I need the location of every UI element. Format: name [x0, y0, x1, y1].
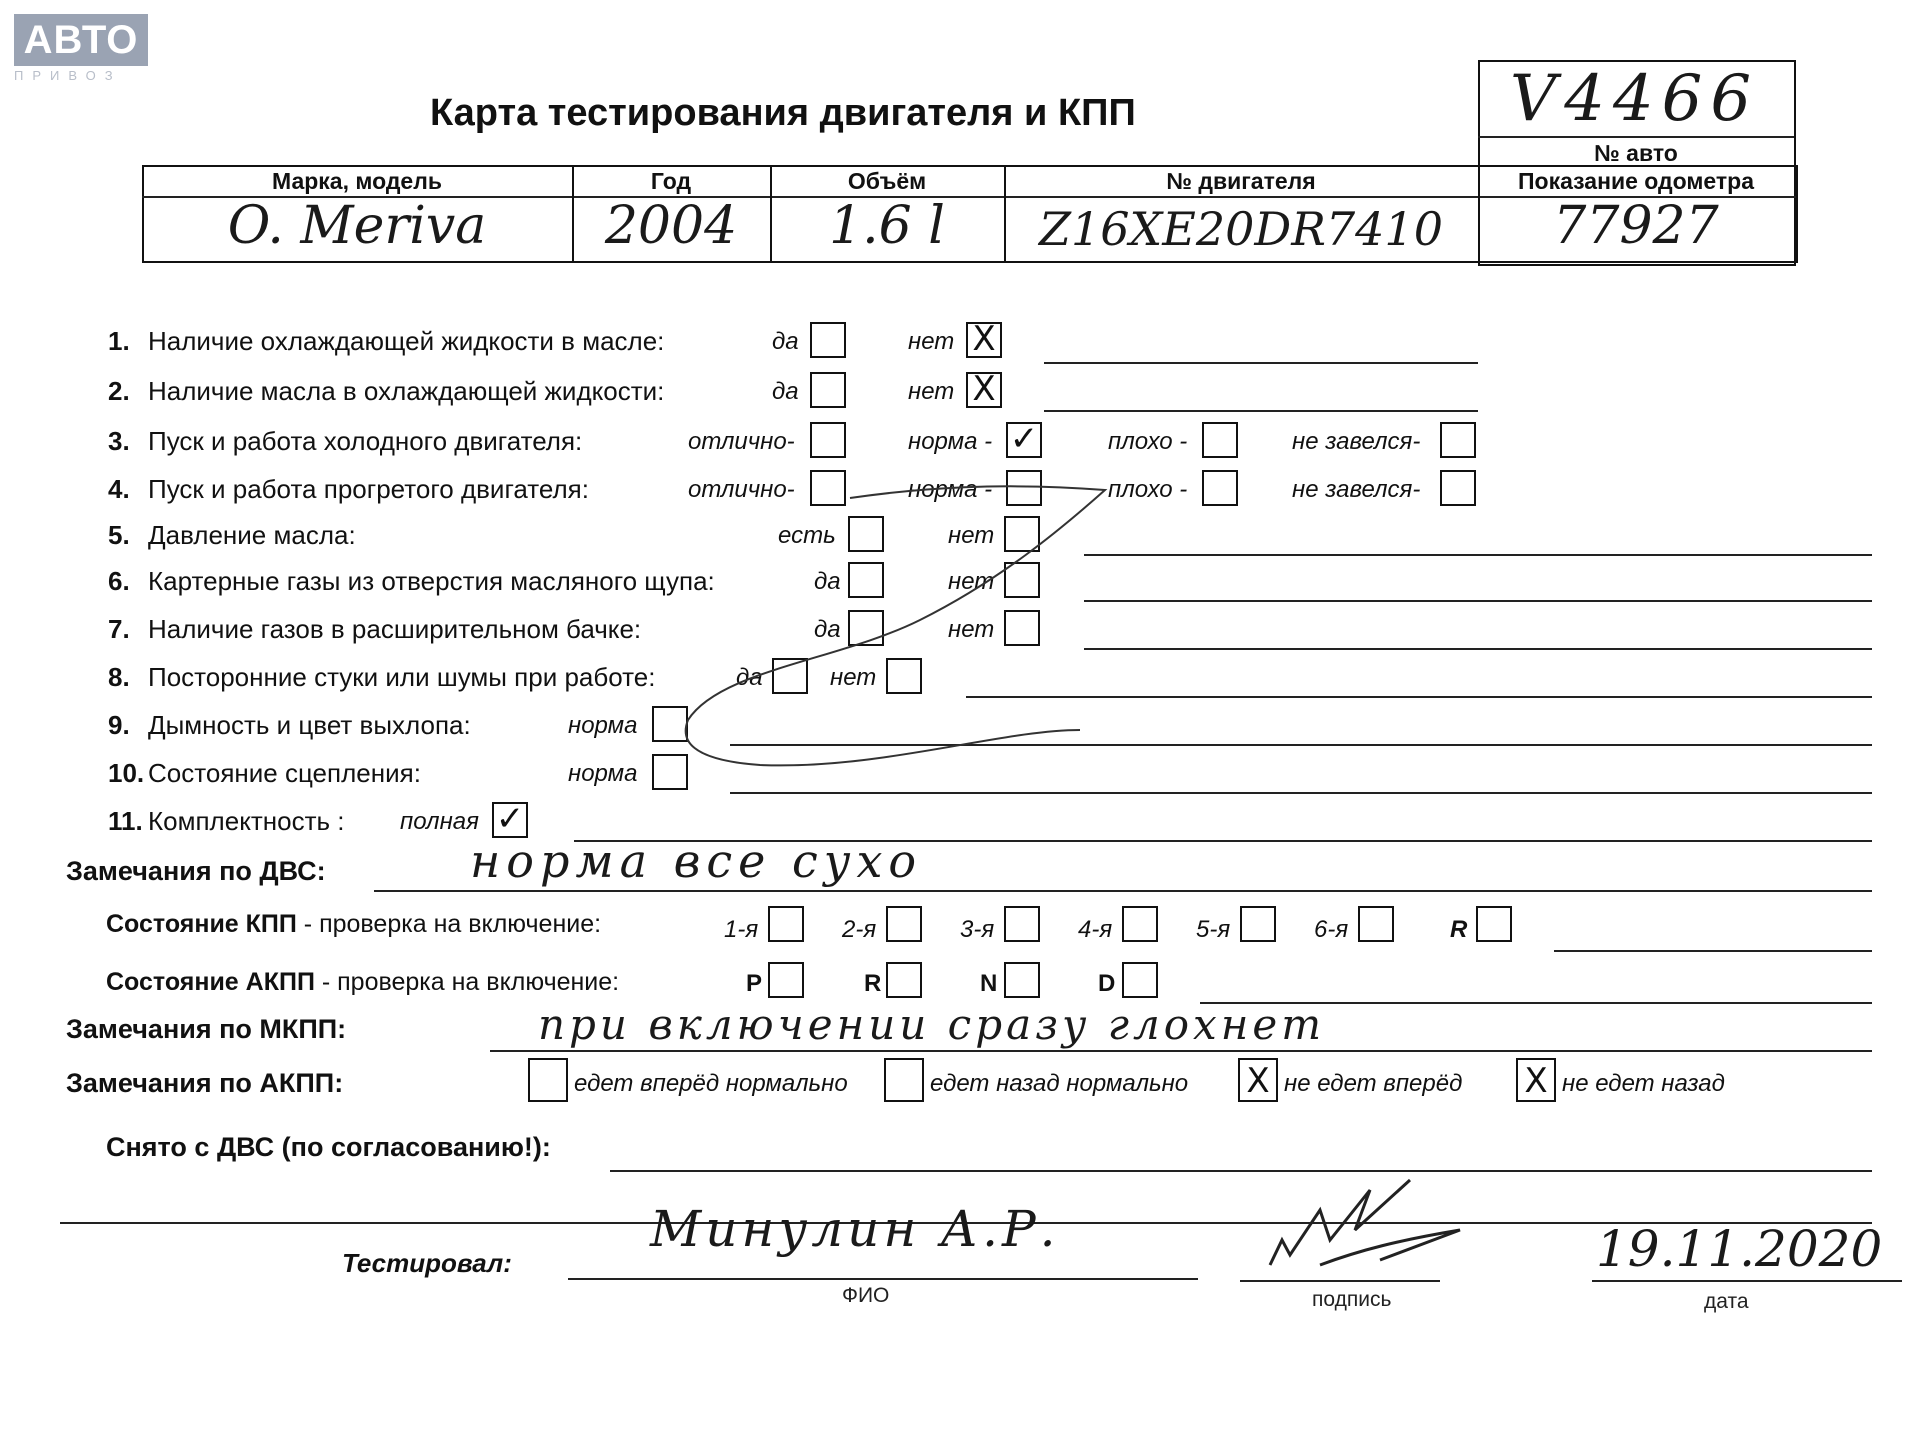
option-label: не завелся- — [1292, 476, 1421, 503]
akpp-gear-label: R — [864, 970, 882, 997]
item-number: 10. — [108, 758, 145, 788]
option-label: нет — [908, 328, 955, 355]
remarks-mkpp-value[interactable]: при включении сразу глохнет — [538, 1000, 1326, 1049]
option-label: да — [772, 328, 799, 355]
option-label: не завелся- — [1292, 428, 1421, 455]
tester-name[interactable]: Минулин А.Р. — [650, 1200, 1060, 1258]
kpp-label — [106, 910, 601, 939]
value-make-model: O. Meriva — [227, 196, 487, 256]
item-label: Наличие масла в охлаждающей жидкости: — [148, 376, 665, 406]
checkbox-normal[interactable]: ✓ — [1006, 422, 1042, 458]
option-label: да — [736, 664, 763, 691]
item-number: 6. — [108, 566, 130, 596]
option-label: плохо - — [1108, 428, 1188, 455]
kpp-line — [1554, 950, 1872, 952]
signature-line — [1240, 1280, 1440, 1282]
option-label: нет — [908, 378, 955, 405]
option-label: да — [772, 378, 799, 405]
checkbox-bad[interactable] — [1202, 470, 1238, 506]
col-engine-no: № двигателя — [1166, 168, 1316, 194]
logo: АВТО — [14, 14, 148, 66]
checkbox-yes[interactable] — [810, 322, 846, 358]
gear-label: 1-я — [724, 916, 759, 943]
akpp-forward-ok-checkbox[interactable] — [528, 1058, 568, 1102]
item-label: Давление масла: — [148, 520, 356, 550]
gear-checkbox[interactable] — [1358, 906, 1394, 942]
option-label: норма — [568, 712, 638, 739]
akpp-option-label: едет вперёд нормально — [574, 1070, 848, 1097]
checkbox-yes[interactable] — [810, 372, 846, 408]
akpp-label-rest: - проверка на включение: — [314, 968, 620, 996]
item-number: 9. — [108, 710, 130, 740]
option-label: есть — [778, 522, 836, 549]
date-line — [1592, 1280, 1902, 1282]
option-label: нет — [948, 568, 995, 595]
item-label: Комплектность : — [148, 806, 345, 836]
akpp-gear-checkbox[interactable] — [886, 962, 922, 998]
value-year: 2004 — [604, 196, 738, 256]
akpp-label-bold: Состояние АКПП — [106, 968, 315, 996]
option-label: плохо - — [1108, 476, 1188, 503]
value-volume: 1.6 l — [829, 196, 945, 256]
col-year: Год — [650, 168, 692, 194]
gear-label: 5-я — [1196, 916, 1231, 943]
gear-checkbox[interactable] — [1004, 906, 1040, 942]
value-odometer: 77927 — [1553, 196, 1719, 256]
gear-checkbox[interactable] — [886, 906, 922, 942]
item-label: Дымность и цвет выхлопа: — [148, 710, 471, 740]
item-number: 3. — [108, 426, 130, 456]
akpp-option-label: едет назад нормально — [930, 1070, 1189, 1097]
akpp-reverse-ok-checkbox[interactable] — [884, 1058, 924, 1102]
note-line — [1044, 362, 1478, 364]
logo-subtitle: ПРИВОЗ — [14, 68, 122, 83]
item-label: Наличие газов в расширительном бачке: — [148, 614, 642, 644]
remarks-akpp-label: Замечания по АКПП: — [66, 1068, 344, 1098]
gear-label: 4-я — [1078, 916, 1113, 943]
option-label: норма - — [908, 428, 993, 455]
checkbox-no[interactable]: X — [966, 322, 1002, 358]
option-label: норма - — [908, 476, 993, 503]
col-make-model: Марка, модель — [272, 168, 442, 194]
signature-label: подпись — [1312, 1288, 1392, 1311]
item-label: Наличие охлаждающей жидкости в масле: — [148, 326, 665, 356]
remarks-mkpp-line — [490, 1050, 1872, 1052]
gear-label: 3-я — [960, 916, 995, 943]
page-title: Карта тестирования двигателя и КПП — [430, 92, 1136, 134]
gear-label: 2-я — [842, 916, 877, 943]
checkbox-no[interactable]: X — [966, 372, 1002, 408]
gear-label: R — [1450, 916, 1468, 943]
gear-label: 6-я — [1314, 916, 1349, 943]
gear-checkbox[interactable] — [1122, 906, 1158, 942]
checkbox-excellent[interactable] — [810, 422, 846, 458]
option-label: отлично- — [688, 428, 795, 455]
item-label: Пуск и работа прогретого двигателя: — [148, 474, 589, 504]
akpp-gear-label: P — [746, 970, 763, 997]
option-label: норма — [568, 760, 638, 787]
note-line — [1044, 410, 1478, 412]
test-date[interactable]: 19.11.2020 — [1596, 1220, 1883, 1278]
note-line — [1084, 554, 1872, 556]
item-number: 1. — [108, 326, 130, 356]
remarks-mkpp-label: Замечания по МКПП: — [66, 1014, 347, 1044]
option-label: да — [814, 616, 841, 643]
kpp-label-bold: Состояние КПП — [106, 910, 297, 938]
option-label: нет — [830, 664, 877, 691]
tested-label: Тестировал: — [342, 1248, 512, 1278]
fio-line — [568, 1278, 1198, 1280]
signature — [1260, 1170, 1500, 1280]
gear-checkbox[interactable] — [1476, 906, 1512, 942]
fio-label: ФИО — [842, 1284, 890, 1307]
checkbox-not-started[interactable] — [1440, 422, 1476, 458]
handwritten-bracket — [660, 470, 1120, 780]
checkbox-bad[interactable] — [1202, 422, 1238, 458]
item-number: 8. — [108, 662, 130, 692]
akpp-gear-checkbox[interactable] — [1122, 962, 1158, 998]
checkbox-not-started[interactable] — [1440, 470, 1476, 506]
note-line — [1084, 648, 1872, 650]
akpp-no-forward-checkbox[interactable]: X — [1238, 1058, 1278, 1102]
akpp-gear-checkbox[interactable] — [1004, 962, 1040, 998]
gear-checkbox[interactable] — [1240, 906, 1276, 942]
item-label: Состояние сцепления: — [148, 758, 421, 788]
akpp-option-label: не едет вперёд — [1284, 1070, 1463, 1097]
akpp-no-reverse-checkbox[interactable]: X — [1516, 1058, 1556, 1102]
value-engine-no: Z16XE20DR7410 — [1039, 202, 1443, 256]
removed-line — [610, 1170, 1872, 1172]
item-label: Пуск и работа холодного двигателя: — [148, 426, 583, 456]
option-label: нет — [948, 522, 995, 549]
item-number: 11. — [108, 806, 143, 836]
remarks-dvs-label: Замечания по ДВС: — [66, 856, 326, 886]
option-label: да — [814, 568, 841, 595]
checkbox-complete[interactable]: ✓ — [492, 802, 528, 838]
note-line — [1084, 600, 1872, 602]
item-number: 7. — [108, 614, 130, 644]
akpp-option-label: не едет назад — [1562, 1070, 1725, 1097]
option-label: полная — [400, 808, 479, 835]
option-label: нет — [948, 616, 995, 643]
car-number-label: № авто — [1594, 140, 1678, 166]
kpp-label-rest: - проверка на включение: — [296, 910, 602, 938]
removed-label: Снято с ДВС (по согласованию!): — [106, 1132, 551, 1162]
item-number: 2. — [108, 376, 130, 406]
remarks-dvs-line — [374, 890, 1872, 892]
item-number: 5. — [108, 520, 130, 550]
col-odometer: Показание одометра — [1518, 168, 1754, 194]
akpp-gear-label: N — [980, 970, 998, 997]
note-line — [730, 792, 1872, 794]
col-volume: Объём — [847, 168, 927, 194]
remarks-dvs-value[interactable]: норма все сухо — [470, 834, 923, 888]
car-number-value: V4466 — [1510, 62, 1760, 136]
option-label: отлично- — [688, 476, 795, 503]
akpp-gear-label: D — [1098, 970, 1116, 997]
akpp-label — [106, 968, 619, 997]
item-label: Посторонние стуки или шумы при работе: — [148, 662, 656, 692]
date-label: дата — [1704, 1290, 1749, 1313]
item-label: Картерные газы из отверстия масляного щупа: — [148, 566, 715, 596]
akpp-gear-checkbox[interactable] — [768, 962, 804, 998]
item-number: 4. — [108, 474, 130, 504]
gear-checkbox[interactable] — [768, 906, 804, 942]
